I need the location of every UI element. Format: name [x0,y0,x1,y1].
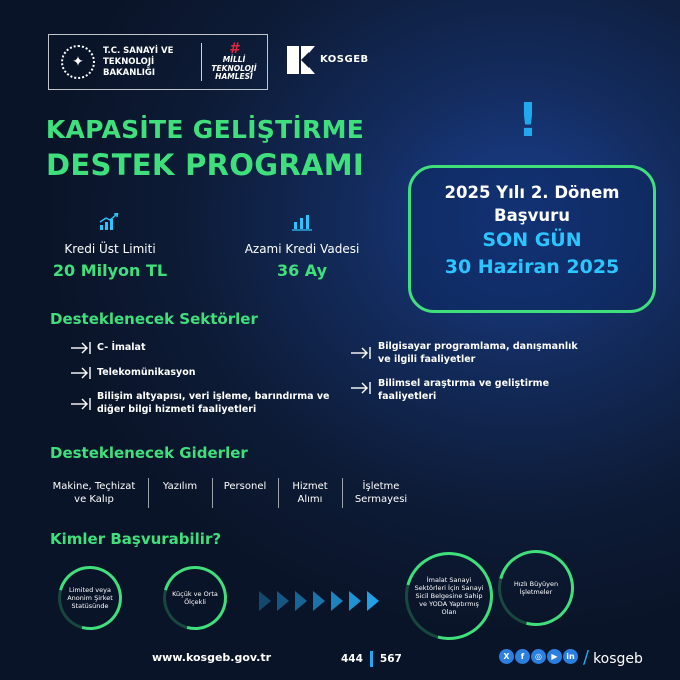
exclamation-icon: ! [517,93,539,147]
bar-chart-icon [291,213,313,231]
eligibility-title: Kimler Başvurabilir? [50,530,222,548]
eligibility-circle: Küçük ve Orta Ölçekli [151,554,238,641]
arrow-right-icon [350,346,372,360]
expenses-title: Desteklenecek Giderler [50,444,248,462]
sector-item: C- İmalat [97,342,146,353]
max-term-label: Azami Kredi Vadesi [244,242,360,256]
sector-item: Bilimsel araştırma ve geliştirme faaliyetleri [378,378,550,402]
expense-divider [278,478,279,508]
arrow-right-icon [70,366,92,380]
ministry-seal-icon: ✦ [61,45,95,79]
sector-item: Telekomünikasyon [97,367,196,378]
expense-item: Personel [223,481,267,492]
sectors-title: Desteklenecek Sektörler [50,310,258,328]
deadline-son-gun: SON GÜN [482,229,582,251]
expense-item: Yazılım [162,481,198,492]
eligibility-circle: Limited veya Anonim Şirket Statüsünde [46,554,133,641]
expense-item: İşletme Sermayesi [354,481,408,505]
chart-growth-icon [98,213,120,231]
expense-divider [212,478,213,508]
eligibility-circle: İmalat Sanayi Sektörleri İçin Sanayi Sicil Belgesine Sahip ve YODA Yaptırmış Olan [389,536,509,656]
arrow-right-icon [70,341,92,355]
facebook-social-icon[interactable]: f [515,649,530,664]
expense-item: Makine, Teçhizat ve Kalıp [52,481,136,505]
linkedin-social-icon[interactable]: in [563,649,578,664]
expense-divider [342,478,343,508]
sector-item: Bilgisayar programlama, danışmanlık ve ilgili faaliyetler [378,341,578,365]
max-term-value: 36 Ay [276,261,328,280]
x-social-icon[interactable]: X [499,649,514,664]
kosgeb-logo-icon [285,44,317,76]
youtube-social-icon[interactable]: ▶ [547,649,562,664]
expense-divider [148,478,149,508]
credit-limit-value: 20 Milyon TL [52,261,168,280]
phone-number: 444 567 [341,653,402,665]
expense-item: Hizmet Alımı [292,481,328,505]
chevrons-right-icon [257,588,397,614]
eligibility-circle: Hızlı Büyüyen İşletmeler [484,536,588,640]
milli-teknoloji-logo: # MİLLİ TEKNOLOJİ HAMLESİ [211,41,257,82]
credit-limit-label: Kredi Üst Limiti [64,242,156,256]
deadline-label: Başvuru [494,206,570,225]
kosgeb-footer-brand: / kosgeb [583,647,643,668]
deadline-date: 30 Haziran 2025 [444,256,620,278]
arrow-right-icon [350,381,372,395]
sector-item: Bilişim altyapısı, veri işleme, barındırma ve diğer bilgi hizmeti faaliyetleri [97,391,330,415]
instagram-social-icon[interactable]: ◎ [531,649,546,664]
deadline-box [408,165,656,313]
kosgeb-wordmark: KOSGEB [320,54,369,65]
deadline-period: 2025 Yılı 2. Dönem [444,183,620,202]
ministry-logo-box [48,34,268,90]
arrow-right-icon [70,397,92,411]
page-title-line2: DESTEK PROGRAMI [46,148,364,182]
website-link[interactable]: www.kosgeb.gov.tr [152,651,272,664]
phone-divider [370,651,373,667]
header-divider [201,43,202,81]
ministry-name: T.C. SANAYİ VE TEKNOLOJİ BAKANLIĞI [103,45,174,78]
page-title-line1: KAPASİTE GELİŞTİRME [45,115,365,144]
